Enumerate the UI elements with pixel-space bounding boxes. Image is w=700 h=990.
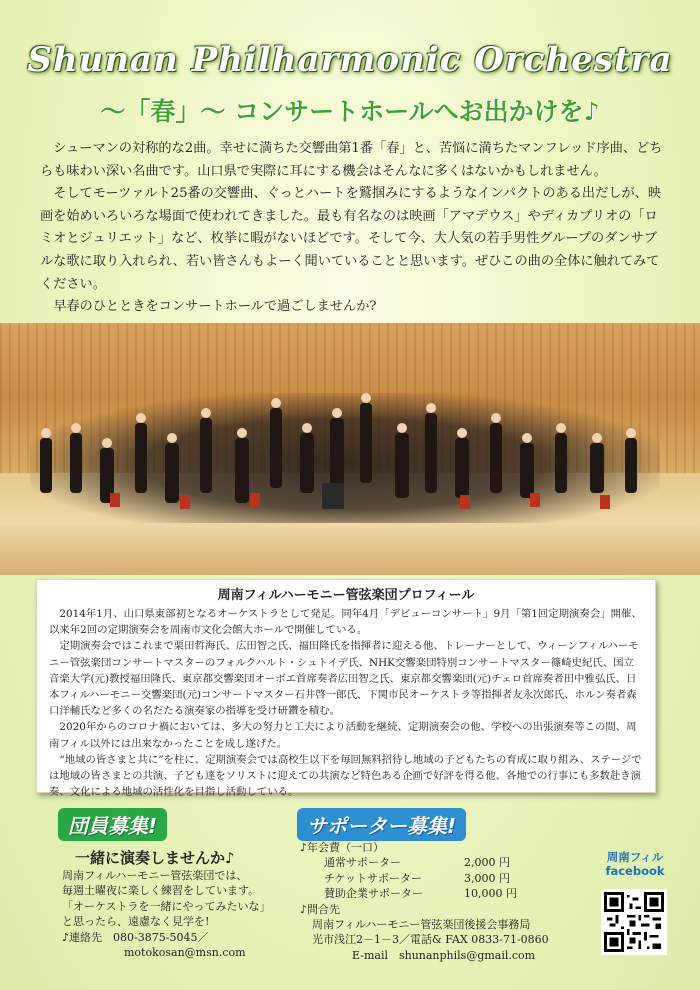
tier-price: 3,000 円 [464, 871, 510, 885]
facebook-qr-code-icon[interactable] [601, 889, 667, 955]
fee-label: ♪年会費（一口） [300, 841, 385, 854]
intro-paragraph-3: 早春のひとときをコンサートホールで過ごしませんか? [53, 299, 377, 315]
orchestra-title: Shunan Philharmonic Orchestra [27, 40, 673, 80]
recruit-line-1: 周南フィルハーモニー管弦楽団では、 [62, 869, 248, 882]
intro-paragraph-1: シューマンの対称的な2曲。幸せに満ちた交響曲第1番「春」と、苦悩に満ちたマンフレッド序曲、どちらも味わい深い名曲です。山口県で実際に耳にする機会はそんなに多くはないかもしれません。 [40, 141, 663, 179]
supporter-tier [300, 871, 600, 886]
supporter-recruit-badge: サポーター募集! [297, 808, 466, 841]
intro-text [40, 138, 668, 319]
tier-price: 2,000 円 [464, 856, 510, 870]
supporter-info [300, 840, 600, 963]
facebook-line-1: 周南フィル [606, 850, 664, 864]
inquiry-org: 周南フィルハーモニー管弦楽団後援会事務局 [312, 918, 531, 932]
recruit-contact: ♪連絡先 080-3875-5045／ [62, 930, 209, 944]
tier-price: 10,000 円 [464, 887, 517, 901]
profile-paragraph-3: 2020年からのコロナ禍においては、多大の努力と工夫により活動を継続、定期演奏会の他、学校への出張演奏等この間、周南フィル以外には出来なかったことを成し遂げた。 [49, 721, 637, 750]
facebook-line-2: facebook [605, 864, 665, 878]
inquiry-label: ♪問合先 [300, 902, 341, 916]
tier-name: チケットサポーター [324, 871, 423, 885]
supporter-tier [300, 886, 600, 901]
inquiry-address: 光市浅江2－1－3／電話& FAX 0833-71-0860 [312, 933, 549, 947]
recruit-line-3: 「オーケストラを一緒にやってみたいな」 [62, 899, 271, 913]
profile-paragraph-4: “地域の皆さまと共に”を柱に、定期演奏会では高校生以下を毎回無料招待し地域の子どもたちの育成に取り組み、ステージでは地域の皆さまとの共演、子ども達をソリストに迎えての共演など特色ある企画で好評を得る他、各地での行事にも多数赴き演奏、文化による地域の活性化を目指し活動している。 [49, 753, 642, 799]
recruit-email[interactable]: motokosan@msn.com [124, 946, 246, 960]
tier-name: 通常サポーター [324, 856, 401, 870]
recruit-line-4: と思ったら、遠慮なく見学を! [62, 915, 210, 929]
orchestra-photo-figures [0, 323, 700, 575]
profile-paragraph-2: 定期演奏会ではこれまで栗田哲海氏、広田智之氏、福田隆氏を指揮者に迎える他、トレーナーとして、ウィーンフィルハーモニー管弦楽団コンサートマスターのフォルクハルト・シュトイデ氏、NHK交響楽団特別コンサートマスター篠崎史紀氏、国立音楽大学(元)教授福田隆氏、東京都交響楽団オーボエ首席奏者広田智之氏、東京都交響楽団(元)チェロ首席奏者田中雅弘氏、日本フィルハーモニー交響楽団(元)コンサートマスター石井啓一郎氏、下関市民オーケストラ等指揮者友永次郎氏、ホルン奏者森口洋輔氏など多くの名だたる演奏家の指導を受け研鑽を積む。 [49, 640, 639, 718]
recruit-line-2: 毎週土曜夜に楽しく練習をしています。 [62, 884, 260, 898]
inquiry-email[interactable]: E-mail shunanphils@gmail.com [352, 948, 536, 962]
intro-paragraph-2: そしてモーツァルト25番の交響曲、ぐっとハートを鷲掴みにするようなインパクトのある出だしが、映画を始めいろいろな場面で使われてきました。最も有名なのは映画「アマデウス」やディカプリオの「ロミオとジュリエット」など、枚挙に暇がないほどです。そして今、大人気の若手男性グループのダンサブルな歌に取り入れられ、若い皆さんもよーく聞いていることと思います。ぜひこの曲の全体に触れてみてください。 [40, 186, 662, 292]
profile-body [49, 606, 643, 800]
profile-heading: 周南フィルハーモニー管弦楽団プロフィール [217, 588, 475, 603]
concert-subtitle: ～「春」～ コンサートホールへお出かけを♪ [100, 97, 600, 126]
supporter-tier [300, 855, 600, 870]
profile-box [36, 579, 656, 799]
tier-name: 賛助企業サポーター [324, 887, 423, 901]
profile-paragraph-1: 2014年1月、山口県東部初となるオーケストラとして発足。同年4月「デビューコンサート」9月「第1回定期演奏会」開催、以来年2回の定期演奏会を周南市文化会館大ホールで開催している。 [49, 608, 642, 637]
member-recruit-headline: 一緒に演奏しませんか♪ [75, 849, 235, 867]
member-recruit-badge: 団員募集! [58, 808, 167, 841]
facebook-label [596, 850, 674, 878]
orchestra-photo [0, 323, 700, 575]
member-recruit-body [62, 868, 292, 960]
